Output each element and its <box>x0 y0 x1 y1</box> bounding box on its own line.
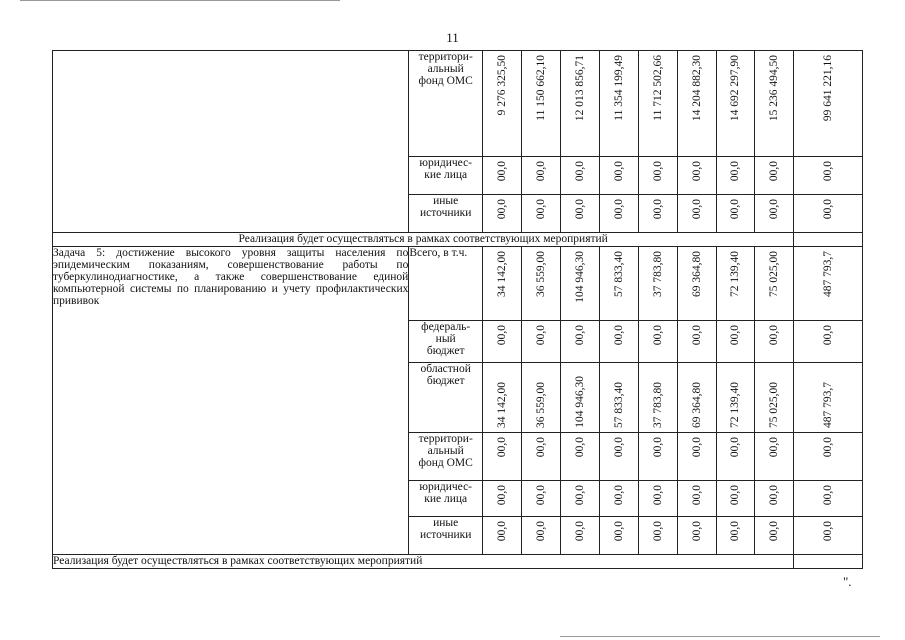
value-cell: 00,0 <box>729 485 742 506</box>
value-cell: 11 712 502,66 <box>651 55 664 121</box>
value-cell: 00,0 <box>768 199 781 220</box>
value-cell: 00,0 <box>534 437 547 458</box>
budget-table <box>52 50 863 569</box>
source-label: иные источники <box>409 195 483 233</box>
value-cell: 14 204 882,30 <box>690 55 703 122</box>
value-cell: 00,0 <box>496 161 509 182</box>
table-row <box>53 247 863 321</box>
value-cell: 00,0 <box>690 161 703 182</box>
scan-bottom-line <box>560 636 880 637</box>
note-empty-cell <box>794 555 863 569</box>
closing-quote-mark: ". <box>843 574 852 589</box>
value-cell: 75 025,00 <box>768 382 781 428</box>
value-cell: 00,0 <box>496 199 509 220</box>
value-cell: 00,0 <box>534 485 547 506</box>
value-cell: 00,0 <box>768 161 781 182</box>
implementation-note: Реализация будет осуществляться в рамках соответствующих мероприятий <box>53 555 794 569</box>
value-cell: 69 364,80 <box>690 251 703 297</box>
value-cell: 00,0 <box>534 161 547 182</box>
total-cell: 00,0 <box>822 325 835 346</box>
value-cell: 00,0 <box>651 325 664 346</box>
value-cell: 00,0 <box>651 437 664 458</box>
value-cell: 37 783,80 <box>651 382 664 428</box>
value-cell: 00,0 <box>496 325 509 346</box>
value-cell: 00,0 <box>729 437 742 458</box>
value-cell: 00,0 <box>612 199 625 220</box>
value-cell: 00,0 <box>690 485 703 506</box>
source-label: федераль- ный бюджет <box>409 321 483 363</box>
value-cell: 00,0 <box>729 161 742 182</box>
value-cell: 72 139,40 <box>729 251 742 297</box>
value-cell: 11 150 662,10 <box>534 55 547 121</box>
value-cell: 00,0 <box>651 199 664 220</box>
implementation-note: Реализация будет осуществляться в рамках соответствующих мероприятий <box>53 233 794 247</box>
value-cell: 34 142,00 <box>496 382 509 428</box>
total-cell: 00,0 <box>822 199 835 220</box>
value-cell: 00,0 <box>496 437 509 458</box>
table-row <box>53 51 863 157</box>
value-cell: 00,0 <box>651 161 664 182</box>
value-cell: 37 783,80 <box>651 251 664 297</box>
value-cell: 00,0 <box>612 521 625 542</box>
value-cell: 00,0 <box>768 325 781 346</box>
value-cell: 00,0 <box>573 161 586 182</box>
value-cell: 104 946,30 <box>573 251 586 303</box>
value-cell: 104 946,30 <box>573 376 586 428</box>
value-cell: 00,0 <box>534 199 547 220</box>
value-cell: 72 139,40 <box>729 382 742 428</box>
note-empty-cell <box>794 233 863 247</box>
value-cell: 00,0 <box>729 521 742 542</box>
total-cell: 487 793,7 <box>822 251 835 297</box>
value-cell: 00,0 <box>573 521 586 542</box>
value-cell: 75 025,00 <box>768 251 781 297</box>
total-cell: 00,0 <box>822 521 835 542</box>
scan-top-line <box>20 0 340 1</box>
value-cell: 00,0 <box>612 437 625 458</box>
value-cell: 00,0 <box>690 437 703 458</box>
value-cell: 00,0 <box>573 485 586 506</box>
value-cell: 00,0 <box>496 485 509 506</box>
note-row <box>53 555 863 569</box>
source-label: юридичес- кие лица <box>409 157 483 195</box>
value-cell: 00,0 <box>690 199 703 220</box>
source-label: юридичес- кие лица <box>409 481 483 517</box>
source-label: иные источники <box>409 517 483 555</box>
value-cell: 00,0 <box>768 437 781 458</box>
value-cell: 14 692 297,90 <box>729 55 742 122</box>
value-cell: 57 833,40 <box>612 251 625 297</box>
task-cell-empty <box>53 51 409 233</box>
source-label: территори- альный фонд ОМС <box>409 51 483 157</box>
value-cell: 36 559,00 <box>534 382 547 428</box>
value-cell: 69 364,80 <box>690 382 703 428</box>
source-label: областной бюджет <box>409 363 483 433</box>
value-cell: 00,0 <box>612 325 625 346</box>
note-row <box>53 233 863 247</box>
value-cell: 00,0 <box>573 325 586 346</box>
value-cell: 00,0 <box>612 161 625 182</box>
value-cell: 15 236 494,50 <box>768 55 781 122</box>
value-cell: 00,0 <box>612 485 625 506</box>
value-cell: 11 354 199,49 <box>612 55 625 121</box>
value-cell: 00,0 <box>573 437 586 458</box>
total-cell: 00,0 <box>822 485 835 506</box>
value-cell: 00,0 <box>768 521 781 542</box>
value-cell: 12 013 856,71 <box>573 55 586 122</box>
source-label: Всего, в т.ч. <box>409 247 483 321</box>
value-cell: 00,0 <box>534 325 547 346</box>
value-cell: 9 276 325,50 <box>496 55 509 116</box>
value-cell: 00,0 <box>729 325 742 346</box>
source-label: территори- альный фонд ОМС <box>409 433 483 481</box>
total-cell: 00,0 <box>822 161 835 182</box>
total-cell: 00,0 <box>822 437 835 458</box>
value-cell: 00,0 <box>768 485 781 506</box>
value-cell: 57 833,40 <box>612 382 625 428</box>
value-cell: 00,0 <box>534 521 547 542</box>
task-description: Задача 5: достижение высокого уровня защиты населения по эпидемическим показаниям, совершенствование работы по туберкулинодиагностике, а также совершенствование единой компьютерной системы по планированию и учету профилактических прививок <box>53 247 409 555</box>
total-cell: 487 793,7 <box>822 382 835 428</box>
value-cell: 34 142,00 <box>496 251 509 297</box>
value-cell: 36 559,00 <box>534 251 547 297</box>
value-cell: 00,0 <box>573 199 586 220</box>
value-cell: 00,0 <box>496 521 509 542</box>
value-cell: 00,0 <box>690 521 703 542</box>
value-cell: 00,0 <box>690 325 703 346</box>
total-cell: 99 641 221,16 <box>822 55 835 122</box>
value-cell: 00,0 <box>651 521 664 542</box>
value-cell: 00,0 <box>651 485 664 506</box>
value-cell: 00,0 <box>729 199 742 220</box>
page-number: 11 <box>446 30 459 45</box>
